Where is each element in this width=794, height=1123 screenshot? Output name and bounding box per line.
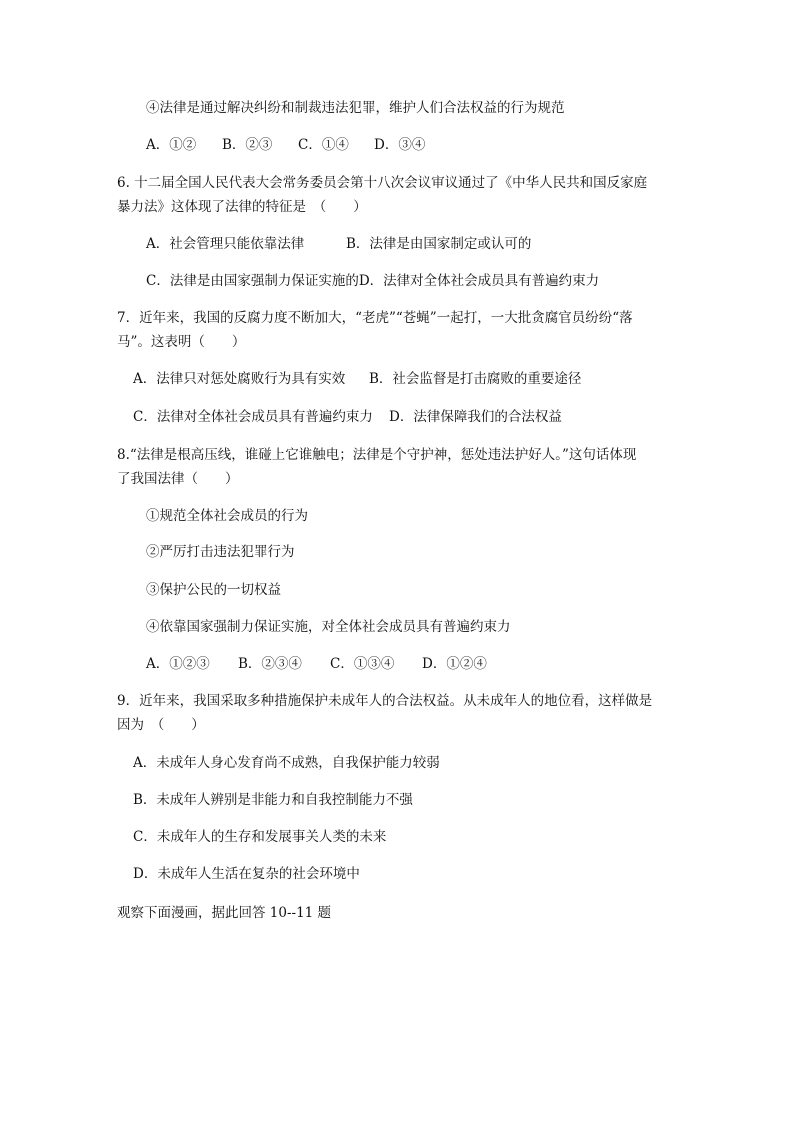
q8-option-a: A．①②③: [146, 656, 210, 672]
q7-options-ab: [133, 370, 581, 388]
q6-stem-line-2: 暴力法》这体现了法律的特征是 （ ）: [117, 199, 367, 215]
q9-stem-line-2: 因为 （ ）: [117, 717, 205, 733]
q8-statement-1: ①规范全体社会成员的行为: [146, 508, 308, 524]
q6-stem-line-1: 6. 十二届全国人民代表大会常务委员会第十八次会议审议通过了《中华人民共和国反家庭: [117, 175, 648, 191]
q8-stem-line-1: 8.“法律是根高压线，谁碰上它谁触电；法律是个守护神，惩处违法护好人。”这句话体现: [117, 447, 637, 463]
q8-statement-2: ②严厉打击违法犯罪行为: [146, 544, 295, 560]
q9-option-d: D．未成年人生活在复杂的社会环境中: [133, 866, 360, 882]
q6-option-c: C．法律是由国家强制力保证实施的: [146, 273, 359, 289]
q6-option-b: B．法律是由国家制定或认可的: [346, 236, 532, 252]
q5-option-c: C．①④: [298, 137, 349, 153]
q8-option-b: B．②③④: [238, 656, 302, 672]
q7-stem-line-2: 马”。这表明（ ）: [117, 334, 246, 350]
q9-stem-line-1: 9．近年来，我国采取多种措施保护未成年人的合法权益。从未成年人的地位看，这样做是: [117, 693, 653, 709]
q8-option-d: D．①②④: [422, 656, 487, 672]
q5-statement-4: ④法律是通过解决纠纷和制裁违法犯罪，维护人们合法权益的行为规范: [146, 100, 565, 116]
q8-stem-line-2: 了我国法律（ ）: [117, 471, 239, 487]
q7-option-b: B．社会监督是打击腐败的重要途径: [369, 371, 582, 387]
q6-option-a: A．社会管理只能依靠法律: [146, 236, 305, 252]
q7-option-a: A．法律只对惩处腐败行为具有实效: [133, 371, 346, 387]
q6-option-d: D．法律对全体社会成员具有普遍约束力: [358, 273, 600, 289]
q6-options-cd: [146, 272, 599, 290]
q7-option-c: C．法律对全体社会成员具有普遍约束力: [133, 409, 373, 425]
comic-instruction: 观察下面漫画，据此回答 10--11 题: [117, 905, 332, 921]
q5-option-b: B．②③: [222, 137, 273, 153]
q8-option-c: C．①③④: [330, 656, 395, 672]
q8-statement-3: ③保护公民的一切权益: [146, 582, 281, 598]
q8-options: [146, 655, 487, 673]
q7-stem-line-1: 7．近年来，我国的反腐力度不断加大，“老虎”“苍蝇”一起打，一大批贪腐官员纷纷“落: [117, 310, 633, 326]
q6-options-ab: [146, 235, 531, 253]
q5-option-a: A．①②: [146, 137, 197, 153]
q9-option-c: C．未成年人的生存和发展事关人类的未来: [133, 829, 387, 845]
q5-option-d: D．③④: [374, 137, 426, 153]
q5-options: [146, 136, 425, 154]
q7-options-cd: [133, 408, 562, 426]
q8-statement-4: ④依靠国家强制力保证实施，对全体社会成员具有普遍约束力: [146, 619, 511, 635]
q9-option-b: B．未成年人辨别是非能力和自我控制能力不强: [133, 792, 413, 808]
q9-option-a: A．未成年人身心发育尚不成熟，自我保护能力较弱: [133, 755, 440, 771]
q7-option-d: D．法律保障我们的合法权益: [389, 409, 562, 425]
